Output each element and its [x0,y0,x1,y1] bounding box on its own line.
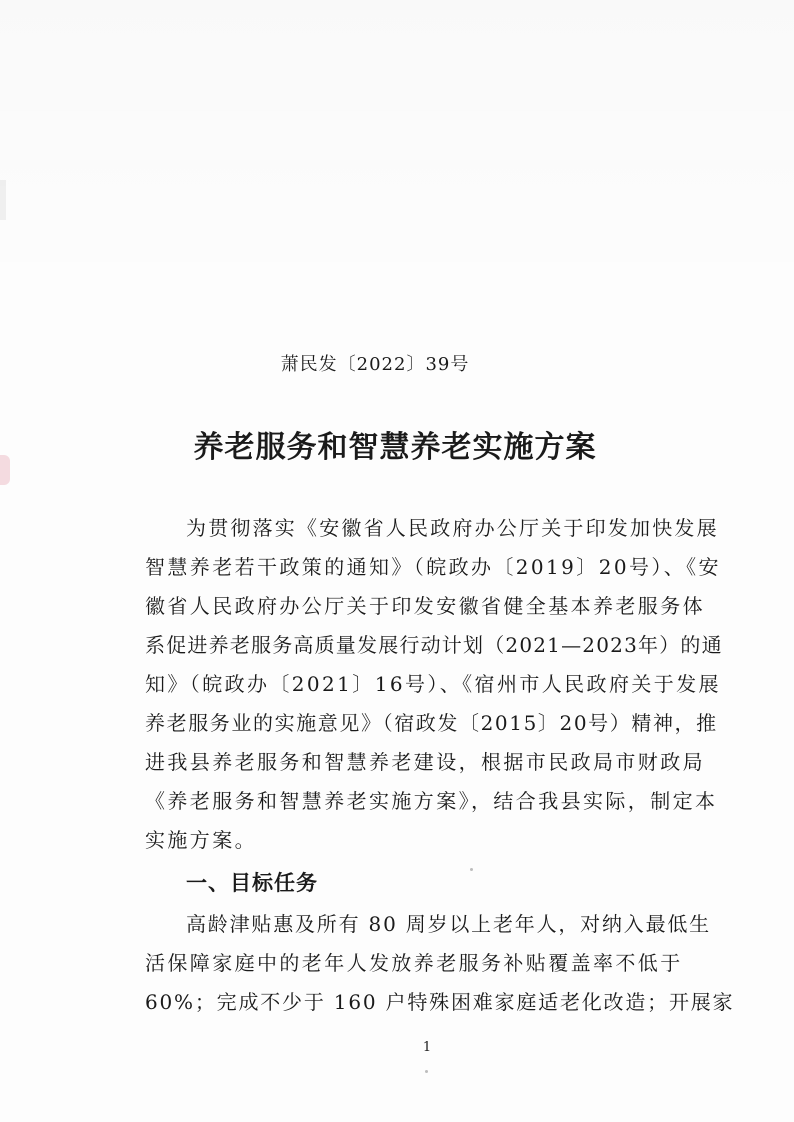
document-title: 养老服务和智慧养老实施方案 [193,430,597,465]
scan-speck [470,868,473,871]
section-line: 活保障家庭中的老年人发放养老服务补贴覆盖率不低于 [145,951,683,975]
scan-shade [0,0,794,300]
section-line: 高龄津贴惠及所有 80 周岁以上老年人，对纳入最低生 [186,912,711,936]
intro-line: 《养老服务和智慧养老实施方案》，结合我县实际，制定本 [145,789,718,813]
intro-line: 进我县养老服务和智慧养老建设，根据市民政局市财政局 [145,750,705,774]
intro-line: 知》（皖政办〔2021〕16号）、《宿州市人民政府关于发展 [145,672,721,696]
intro-line: 系促进养老服务高质量发展行动计划（2021—2023年）的通 [145,633,723,657]
scan-edge-mark [0,180,6,220]
intro-line: 养老服务业的实施意见》（宿政发〔2015〕20号）精神，推 [145,711,718,735]
page-number: 1 [422,1040,432,1055]
scan-speck [425,1070,428,1073]
intro-line: 为贯彻落实《安徽省人民政府办公厅关于印发加快发展 [186,516,719,540]
intro-line: 实施方案。 [145,828,257,852]
intro-line: 徽省人民政府办公厅关于印发安徽省健全基本养老服务体 [145,594,705,618]
document-number: 萧民发〔2022〕39号 [280,354,470,375]
section-line: 60%；完成不少于 160 户特殊困难家庭适老化改造；开展家 [145,990,735,1014]
section-heading: 一、目标任务 [186,871,318,895]
intro-line: 智慧养老若干政策的通知》（皖政办〔2019〕20号）、《安 [145,555,721,579]
